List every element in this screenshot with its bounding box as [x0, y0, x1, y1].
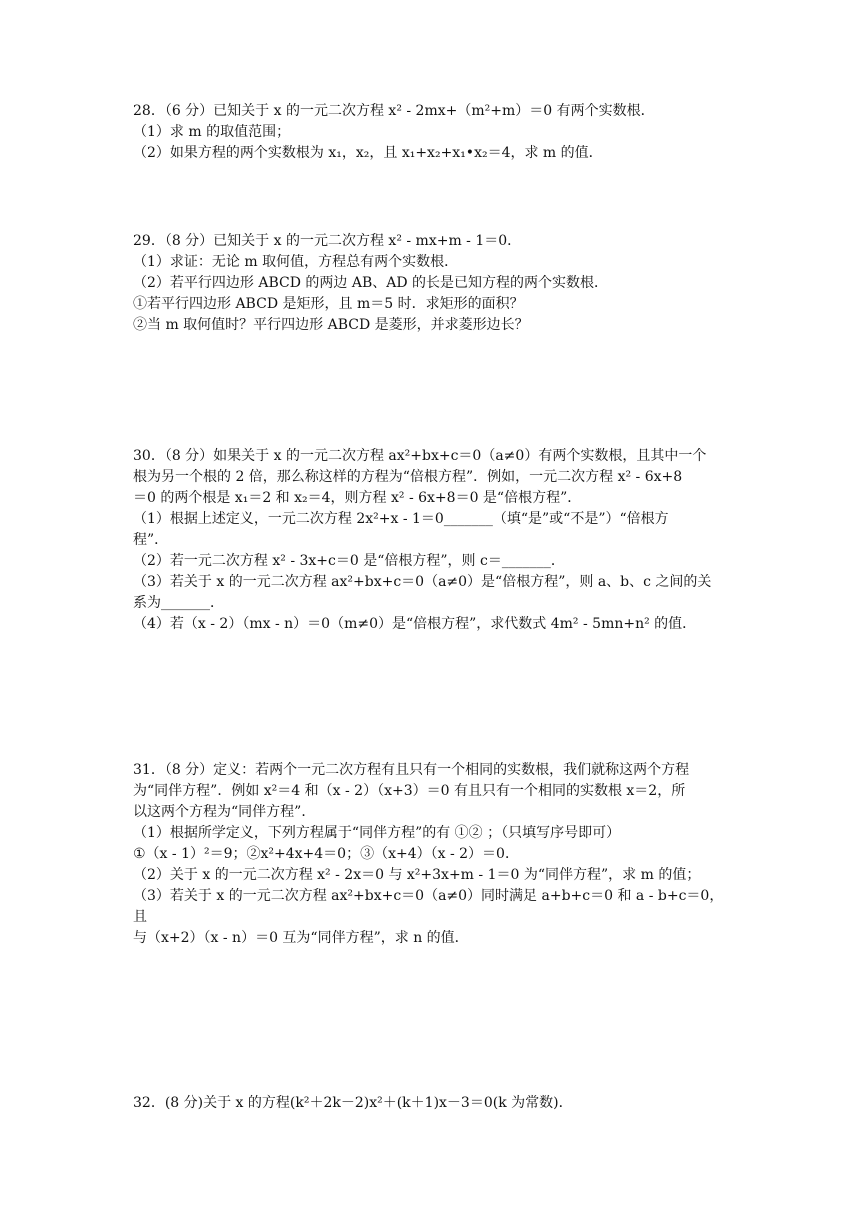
problem-29-part-1: （1）求证：无论 m 取何值，方程总有两个实数根．	[133, 254, 459, 270]
problem-29-part-2-sub-2: ②当 m 取何值时？平行四边形 ABCD 是菱形，并求菱形边长？	[133, 317, 529, 333]
problem-31-line: 与（x+2）（x - n）＝0 互为“同伴方程”，求 n 的值．	[133, 930, 469, 946]
problem-29-stem: 29．（8 分）已知关于 x 的一元二次方程 x² - mx+m - 1＝0．	[133, 233, 522, 249]
problem-28-part-1: （1）求 m 的取值范围；	[133, 124, 291, 140]
problem-30-line: ＝0 的两个根是 x₁＝2 和 x₂＝4，则方程 x² - 6x+8＝0 是“倍根方程”．	[133, 490, 582, 506]
problem-30-line: （2）若一元二次方程 x² - 3x+c＝0 是“倍根方程”，则 c＝_______．	[133, 553, 565, 569]
problem-30-line: （3）若关于 x 的一元二次方程 ax²+bx+c＝0（a≠0）是“倍根方程”，则 a、b、c 之间的关	[133, 574, 712, 590]
problem-31	[133, 760, 733, 949]
problem-30-line: 程”．	[133, 532, 169, 548]
problem-31-line: 以这两个方程为“同伴方程”．	[133, 804, 316, 820]
problem-30-line: 30．（8 分）如果关于 x 的一元二次方程 ax²+bx+c＝0（a≠0）有两个实数根，且其中一个	[133, 448, 707, 464]
problem-32-stem: 32．(8 分)关于 x 的方程(k²＋2k－2)x²＋(k＋1)x－3＝0(k 为常数)．	[133, 1095, 573, 1111]
problem-30-line: （4）若（x - 2）（mx - n）＝0（m≠0）是“倍根方程”，求代数式 4m² - 5mn+n² 的值．	[133, 616, 697, 632]
problem-30	[133, 446, 733, 635]
problem-32	[133, 1093, 733, 1114]
problem-31-line: ①（x - 1）²＝9；②x²+4x+4＝0；③（x+4）（x - 2）＝0．	[133, 846, 519, 862]
problem-31-line: 为“同伴方程”．例如 x²＝4 和（x - 2）（x+3）＝0 有且只有一个相同的实数根 x＝2，所	[133, 783, 686, 799]
problem-30-line: （1）根据上述定义，一元二次方程 2x²+x - 1＝0_______（填“是”或“不是”）“倍根方	[133, 511, 669, 527]
problem-28-stem: 28．（6 分）已知关于 x 的一元二次方程 x² - 2mx+（m²+m）＝0 有两个实数根．	[133, 103, 655, 119]
problem-28-part-2: （2）如果方程的两个实数根为 x₁，x₂，且 x₁+x₂+x₁•x₂＝4，求 m 的值．	[133, 145, 603, 161]
problem-30-line: 根为另一个根的 2 倍，那么称这样的方程为“倍根方程”．例如，一元二次方程 x² - 6x+8	[133, 469, 683, 485]
problem-30-line: 系为_______．	[133, 595, 224, 611]
problem-29-part-2: （2）若平行四边形 ABCD 的两边 AB、AD 的长是已知方程的两个实数根．	[133, 275, 609, 291]
problem-31-line: （2）关于 x 的一元二次方程 x² - 2x＝0 与 x²+3x+m - 1＝0 为“同伴方程”，求 m 的值；	[133, 867, 701, 883]
problem-31-line: （3）若关于 x 的一元二次方程 ax²+bx+c＝0（a≠0）同时满足 a+b+c＝0 和 a - b+c＝0，且	[133, 888, 724, 925]
problem-29	[133, 231, 733, 336]
problem-29-part-2-sub-1: ①若平行四边形 ABCD 是矩形，且 m＝5 时．求矩形的面积？	[133, 296, 524, 312]
problem-31-line: 31．（8 分）定义：若两个一元二次方程有且只有一个相同的实数根，我们就称这两个方程	[133, 762, 690, 778]
problem-31-line: （1）根据所学定义，下列方程属于“同伴方程”的有 ①② ；（只填写序号即可）	[133, 825, 621, 841]
problem-28	[133, 101, 733, 164]
